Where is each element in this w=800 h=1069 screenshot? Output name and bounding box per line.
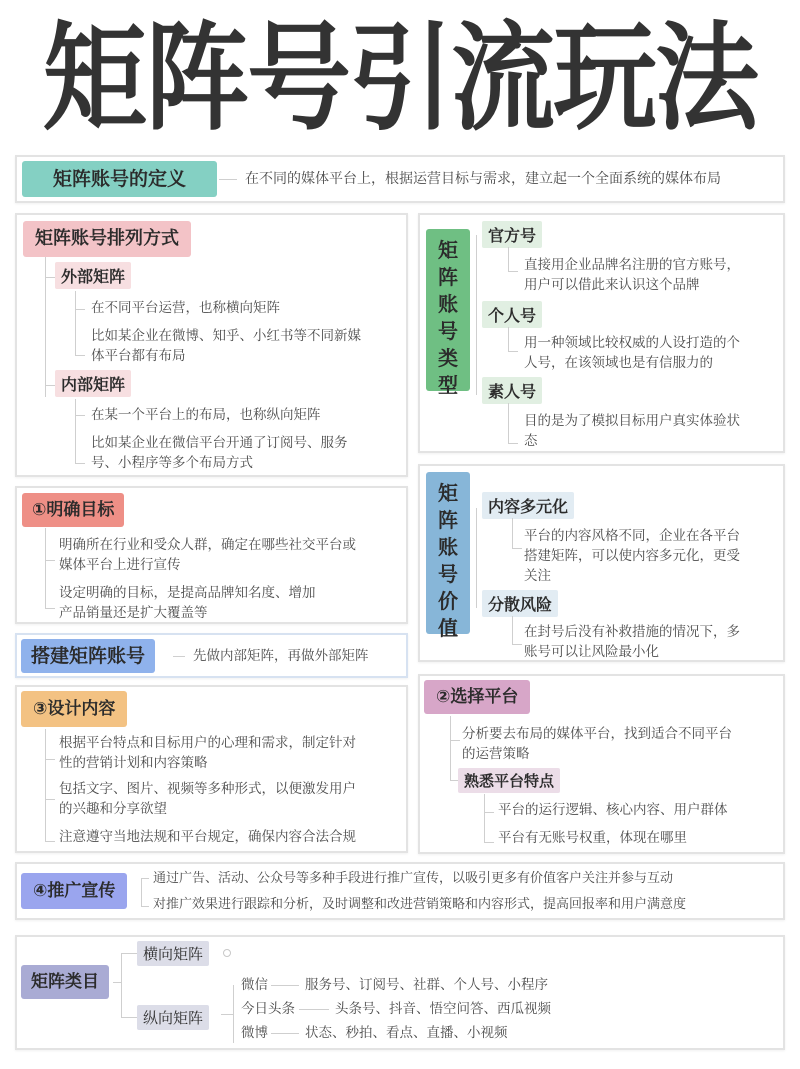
platform-items-toutiao: 头条号、抖音、悟空问答、西瓜视频 bbox=[335, 1001, 551, 1017]
platform-name-weibo: 微博 bbox=[241, 1025, 268, 1041]
design-line-1: 根据平台特点和目标用户的心理和需求，制定针对 bbox=[59, 735, 356, 751]
value-vertical-header bbox=[426, 472, 470, 640]
tree-line bbox=[271, 1033, 299, 1034]
char: 账 bbox=[438, 535, 458, 559]
tree-line bbox=[75, 291, 76, 355]
goal-header: ①明确目标 bbox=[22, 493, 124, 527]
internal-item-2b: 号、小程序等多个布局方式 bbox=[91, 455, 253, 471]
tree-line bbox=[141, 878, 149, 879]
tree-line bbox=[508, 403, 509, 443]
char: 类 bbox=[438, 346, 458, 370]
tree-line bbox=[484, 794, 485, 842]
goal-line-2: 媒体平台上进行宣传 bbox=[59, 557, 181, 573]
promotion-line-2: 对推广效果进行跟踪和分析，及时调整和改进营销策略和内容形式，提高回报率和用户满意度 bbox=[153, 897, 687, 912]
page-title: 矩阵号引流玩法 bbox=[42, 9, 757, 147]
tree-line bbox=[508, 351, 518, 352]
tree-line bbox=[512, 616, 513, 644]
arrangement-header: 矩阵账号排列方式 bbox=[23, 221, 191, 257]
char: 矩 bbox=[438, 238, 458, 262]
diversify-desc-2: 搭建矩阵，可以使内容多元化，更受 bbox=[524, 548, 740, 564]
internal-matrix-label: 内部矩阵 bbox=[55, 370, 131, 397]
platform-items-wechat: 服务号、订阅号、社群、个人号、小程序 bbox=[305, 977, 548, 993]
tree-line bbox=[75, 399, 76, 463]
tree-line bbox=[75, 415, 85, 416]
build-card bbox=[15, 633, 408, 678]
char: 型 bbox=[438, 373, 458, 397]
platform-header: ②选择平台 bbox=[424, 680, 530, 714]
tree-line bbox=[476, 508, 477, 608]
tree-line bbox=[221, 1014, 233, 1015]
official-desc-1: 直接用企业品牌名注册的官方账号， bbox=[524, 257, 740, 273]
external-item-2: 比如某企业在微博、知乎、小红书等不同新媒 bbox=[91, 328, 361, 344]
horizontal-matrix-label: 横向矩阵 bbox=[137, 941, 209, 966]
tree-line bbox=[508, 271, 518, 272]
platform-name-wechat: 微信 bbox=[241, 977, 268, 993]
tree-line bbox=[75, 463, 85, 464]
internal-item-1: 在某一个平台上的布局，也称纵向矩阵 bbox=[91, 407, 321, 423]
value-card bbox=[418, 464, 785, 662]
tree-line bbox=[75, 355, 85, 356]
platform-sub-item-1: 平台的运行逻辑、核心内容、用户群体 bbox=[498, 802, 728, 818]
diversify-desc-3: 关注 bbox=[524, 568, 551, 584]
tree-line bbox=[45, 560, 55, 561]
design-header: ③设计内容 bbox=[21, 691, 127, 727]
goal-card bbox=[15, 486, 408, 624]
tree-line bbox=[45, 799, 55, 800]
char: 号 bbox=[438, 562, 458, 586]
tree-line bbox=[45, 608, 55, 609]
vertical-matrix-label: 纵向矩阵 bbox=[137, 1005, 209, 1030]
risk-label: 分散风险 bbox=[482, 590, 558, 617]
build-header: 搭建矩阵账号 bbox=[21, 639, 155, 673]
arrangement-card bbox=[15, 213, 408, 477]
connector bbox=[219, 179, 237, 180]
platform-sub-label: 熟悉平台特点 bbox=[458, 768, 560, 793]
personal-label: 个人号 bbox=[482, 301, 542, 328]
char: 账 bbox=[438, 292, 458, 316]
tree-line bbox=[121, 953, 122, 1017]
tree-line bbox=[233, 985, 234, 1043]
build-text: 先做内部矩阵，再做外部矩阵 bbox=[193, 648, 369, 664]
tree-line bbox=[508, 443, 518, 444]
definition-header: 矩阵账号的定义 bbox=[22, 161, 217, 197]
design-card bbox=[15, 685, 408, 853]
tree-line bbox=[512, 644, 522, 645]
tree-line bbox=[450, 740, 460, 741]
platform-card bbox=[418, 674, 785, 854]
char: 矩 bbox=[438, 481, 458, 505]
design-line-3: 包括文字、图片、视频等多种形式，以便激发用户 bbox=[59, 781, 356, 797]
tree-line bbox=[512, 518, 513, 548]
amateur-desc-2: 态 bbox=[524, 433, 538, 449]
tree-line bbox=[141, 878, 142, 906]
external-item-1: 在不同平台运营，也称横向矩阵 bbox=[91, 300, 280, 316]
platform-line-1: 分析要去布局的媒体平台，找到适合不同平台 bbox=[462, 726, 732, 742]
tree-line bbox=[450, 716, 451, 780]
official-desc-2: 用户可以借此来认识这个品牌 bbox=[524, 277, 700, 293]
tree-line bbox=[512, 548, 522, 549]
tree-line bbox=[484, 812, 494, 813]
tree-line bbox=[121, 953, 137, 954]
char: 阵 bbox=[438, 508, 458, 532]
design-line-4: 的兴趣和分享欲望 bbox=[59, 801, 167, 817]
internal-item-2: 比如某企业在微信平台开通了订阅号、服务 bbox=[91, 435, 348, 451]
personal-desc-1: 用一种领域比较权威的人设打造的个 bbox=[524, 335, 740, 351]
promotion-card bbox=[15, 862, 785, 920]
external-item-2b: 体平台都有布局 bbox=[91, 348, 186, 364]
tree-line bbox=[45, 759, 55, 760]
tree-line bbox=[75, 309, 85, 310]
design-line-5: 注意遵守当地法规和平台规定，确保内容合法合规 bbox=[59, 829, 356, 845]
collapse-dot-icon[interactable] bbox=[223, 949, 231, 957]
tree-line bbox=[476, 235, 477, 395]
tree-line bbox=[45, 257, 46, 397]
types-card bbox=[418, 213, 785, 453]
tree-line bbox=[299, 1009, 329, 1010]
official-label: 官方号 bbox=[482, 221, 542, 248]
tree-line bbox=[113, 982, 121, 983]
risk-desc-1: 在封号后没有补救措施的情况下，多 bbox=[524, 624, 740, 640]
tree-line bbox=[508, 327, 509, 351]
definition-card bbox=[15, 155, 785, 203]
tree-line bbox=[141, 906, 149, 907]
amateur-label: 素人号 bbox=[482, 377, 542, 404]
connector bbox=[173, 656, 185, 657]
platform-sub-item-2: 平台有无账号权重，体现在哪里 bbox=[498, 830, 687, 846]
diversify-desc-1: 平台的内容风格不同，企业在各平台 bbox=[524, 528, 740, 544]
promotion-line-1: 通过广告、活动、公众号等多种手段进行推广宣传，以吸引更多有价值客户关注并参与互动 bbox=[153, 871, 674, 886]
promotion-header: ④推广宣传 bbox=[21, 873, 127, 909]
category-header: 矩阵类目 bbox=[21, 965, 109, 999]
tree-line bbox=[508, 247, 509, 271]
char: 价 bbox=[438, 589, 458, 613]
char: 阵 bbox=[438, 265, 458, 289]
category-card bbox=[15, 935, 785, 1050]
char: 号 bbox=[438, 319, 458, 343]
types-vertical-header bbox=[426, 229, 470, 397]
tree-line bbox=[45, 841, 55, 842]
tree-line bbox=[45, 385, 55, 386]
platform-name-toutiao: 今日头条 bbox=[241, 1001, 295, 1017]
tree-line bbox=[45, 729, 46, 841]
definition-text: 在不同的媒体平台上，根据运营目标与需求，建立起一个全面系统的媒体布局 bbox=[245, 171, 721, 187]
tree-line bbox=[484, 842, 494, 843]
platform-line-2: 的运营策略 bbox=[462, 746, 530, 762]
design-line-2: 性的营销计划和内容策略 bbox=[59, 755, 208, 771]
amateur-desc-1: 目的是为了模拟目标用户真实体验状 bbox=[524, 413, 740, 429]
goal-line-4: 产品销量还是扩大覆盖等 bbox=[59, 605, 208, 621]
platform-items-weibo: 状态、秒拍、看点、直播、小视频 bbox=[305, 1025, 508, 1041]
goal-line-1: 明确所在行业和受众人群，确定在哪些社交平台或 bbox=[59, 537, 356, 553]
tree-line bbox=[121, 1017, 137, 1018]
risk-desc-2: 账号可以让风险最小化 bbox=[524, 644, 659, 660]
personal-desc-2: 人号，在该领域也是有信服力的 bbox=[524, 355, 713, 371]
tree-line bbox=[45, 277, 55, 278]
diversify-label: 内容多元化 bbox=[482, 492, 574, 519]
tree-line bbox=[45, 528, 46, 608]
goal-line-3: 设定明确的目标，是提高品牌知名度、增加 bbox=[59, 585, 316, 601]
external-matrix-label: 外部矩阵 bbox=[55, 262, 131, 289]
char: 值 bbox=[438, 616, 458, 640]
tree-line bbox=[271, 985, 299, 986]
